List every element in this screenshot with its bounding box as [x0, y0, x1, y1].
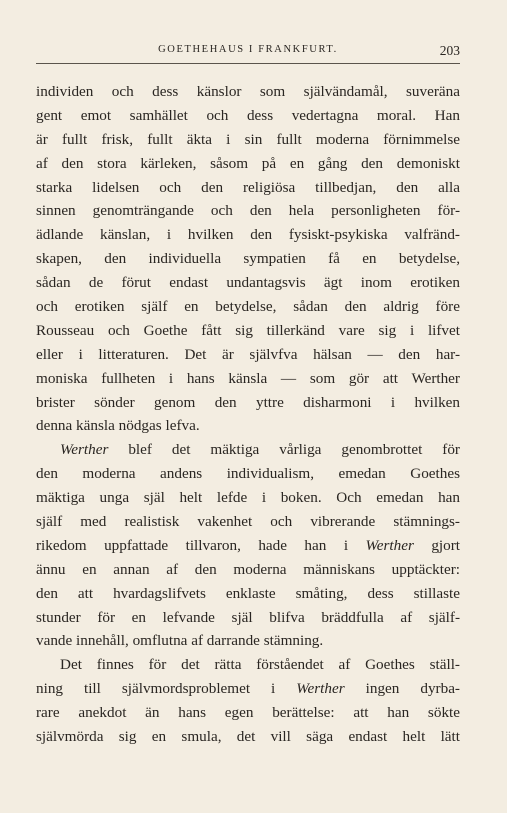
text-line [36, 438, 460, 462]
text-line [36, 343, 460, 367]
text-segment: ädlande känslan, i hvilken den fysiskt-psykiska valfränd- [36, 226, 460, 244]
text-segment: brister sönder genom den yttre disharmoni i hvilken [36, 393, 460, 411]
text-segment: skapen, den individuella sympatien få en betydelse, [36, 250, 460, 268]
text-line [36, 486, 460, 510]
text-line [36, 725, 460, 749]
text-line [36, 534, 460, 558]
text-segment: och erotiken själf en betydelse, sådan den aldrig före [36, 298, 460, 316]
text-segment: eller i litteraturen. Det är självfva hälsan — den har- [36, 345, 460, 363]
text-segment: starka lidelsen och den religiösa tillbedjan, den alla [36, 178, 460, 196]
text-line [36, 582, 460, 606]
text-segment: ännu en annan af den moderna människans upptäckter: [36, 560, 460, 578]
text-line [36, 677, 460, 701]
text-line [36, 367, 460, 391]
text-segment: stunder för en lefvande själ blifva bräddfulla af själf- [36, 608, 460, 626]
text-segment: självmörda sig en smula, det vill säga endast helt lätt [36, 728, 460, 746]
text-segment: gjort [413, 536, 460, 554]
text-segment: den att hvardagslifvets enklaste småting, dess stillaste [36, 584, 460, 602]
text-segment: moniska fullheten i hans känsla — som gör att Werther [36, 369, 460, 387]
text-line [36, 558, 460, 582]
text-line [36, 653, 460, 677]
text-segment: är fullt frisk, fullt äkta i sin fullt moderna förnimmelse [36, 130, 460, 148]
text-segment: rare anekdot än hans egen berättelse: att han sökte [36, 704, 460, 722]
text-line [36, 104, 460, 128]
text-line [36, 701, 460, 725]
text-segment: blef det mäktiga vårliga genombrottet för [108, 441, 460, 459]
text-segment: individen och dess känslor som självändamål, suveräna [36, 83, 460, 100]
text-segment: Det finnes för det rätta förståendet af Goethes ställ- [60, 656, 460, 674]
text-line [36, 295, 460, 319]
text-segment: denna känsla nödgas lefva. [36, 417, 200, 435]
text-line [36, 629, 460, 653]
text-line [36, 176, 460, 200]
text-segment: af den stora kärleken, såsom på en gång den demoniskt [36, 154, 460, 172]
text-segment: rikedom uppfattade tillvaron, hade han i [36, 536, 366, 554]
text-segment: Rousseau och Goethe fått sig tillerkänd vare sig i lifvet [36, 321, 460, 339]
text-line [36, 199, 460, 223]
text-segment: vande innehåll, omflutna af darrande stämning. [36, 632, 324, 650]
text-line [36, 152, 460, 176]
text-line [36, 271, 460, 295]
text-line [36, 247, 460, 271]
body-text [36, 80, 460, 749]
header-rule [36, 63, 460, 64]
running-head [36, 44, 460, 60]
text-segment: sinnen genomträngande och den hela personligheten för- [36, 202, 460, 220]
text-line [36, 80, 460, 104]
text-line [36, 414, 460, 438]
text-line [36, 462, 460, 486]
text-line [36, 391, 460, 415]
text-segment: mäktiga unga själ helt lefde i boken. Och emedan han [36, 489, 460, 507]
text-segment: ning till självmordsproblemet i [36, 680, 297, 698]
text-segment: den moderna andens individualism, emedan Goethes [36, 465, 460, 483]
text-segment: sådan de förut endast undantagsvis ägt inom erotiken [36, 274, 460, 292]
text-line [36, 319, 460, 343]
text-segment: gent emot samhället och dess vedertagna moral. Han [36, 106, 460, 124]
italic-title: Werther [60, 441, 109, 459]
text-line [36, 223, 460, 247]
italic-title: Werther [296, 680, 345, 698]
text-line [36, 128, 460, 152]
text-segment: ingen dyrba- [344, 680, 460, 698]
italic-title: Werther [365, 536, 414, 554]
running-head-title: GOETHEHAUS I FRANKFURT. [158, 44, 338, 55]
text-line [36, 606, 460, 630]
text-line [36, 510, 460, 534]
text-segment: själf med realistisk vakenhet och vibrerande stämnings- [36, 513, 460, 531]
page-number: 203 [439, 43, 460, 58]
